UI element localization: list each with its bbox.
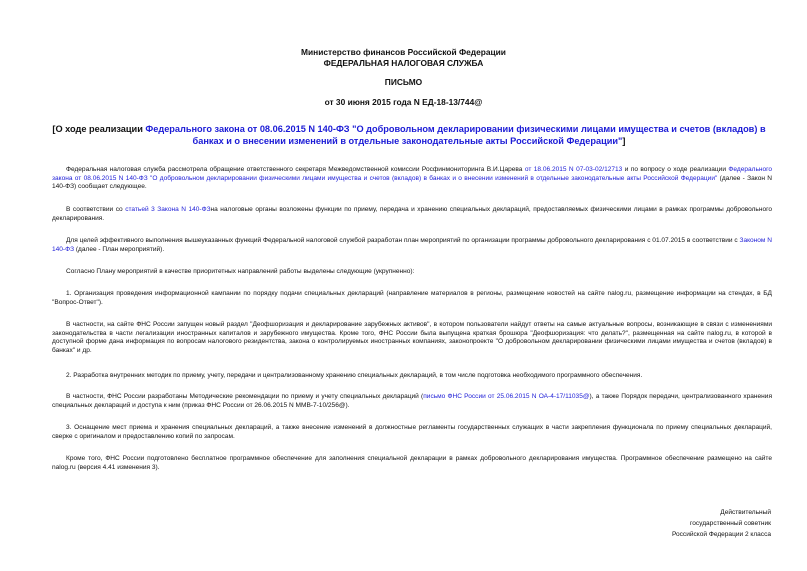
p3-link-law[interactable]: Законом N 140-ФЗ xyxy=(52,237,773,253)
p3-text-b: (далее - План мероприятий). xyxy=(74,245,165,253)
subject-suffix: ] xyxy=(622,136,626,146)
signature-block xyxy=(631,507,771,540)
p1-link-letter[interactable]: от 18.06.2015 N 07-03-02/12713 xyxy=(524,166,623,173)
paragraph-5 xyxy=(52,290,772,307)
paragraph-2 xyxy=(52,206,772,223)
paragraph-7 xyxy=(52,372,772,381)
p2-text-b: на налоговые органы возложены функции по приему, передача и хранению специальных деклараций, предоставляемых физическими лицами в рамках программы добровольного декларирования. xyxy=(52,206,772,222)
service-name: ФЕДЕРАЛЬНАЯ НАЛОГОВАЯ СЛУЖБА xyxy=(323,58,484,68)
p10-text: Кроме того, ФНС России подготовлено бесплатное программное обеспечение для заполнения специальной декларации в рамках добровольного декларирования имущества. Программное обеспечение размещено на сайте nalog.ru (версия 4.41 изменения 3). xyxy=(52,455,772,471)
document-type: ПИСЬМО xyxy=(384,77,423,87)
ministry-name: Министерство финансов Российской Федерации xyxy=(301,47,506,57)
p8-link-letter[interactable]: письмо ФНС России от 25.06.2015 N ОА-4-17/11035@ xyxy=(423,393,590,400)
p3-text-a: Для целей эффективного выполнения вышеуказанных функций Федеральной налоговой службой разработан план мероприятий по организации программы добровольного декларирования с 01.07.2015 в соответствии с xyxy=(66,237,740,244)
document-date-number: от 30 июня 2015 года N ЕД-18-13/744@ xyxy=(324,97,483,107)
p4-text: Согласно Плану мероприятий в качестве приоритетных направлений работы выделены следующие (укрупненно): xyxy=(66,268,415,275)
p2-link-article[interactable]: статьей 3 Закона N 140-ФЗ xyxy=(125,206,211,213)
subject-prefix: [О ходе реализации xyxy=(52,124,146,134)
p2-text-a: В соответствии со xyxy=(66,206,126,213)
paragraph-4 xyxy=(52,268,772,277)
paragraph-3 xyxy=(52,237,772,254)
paragraph-6 xyxy=(52,321,772,356)
p8-text-b: ), а также Порядок передачи, централизованного хранения специальных деклараций и доступа к ним (приказ ФНС России от 26.06.2015 N ММВ-7-10/256@). xyxy=(52,393,772,409)
signature-line-2: государственный советник xyxy=(690,520,771,527)
p1-text-a: Федеральная налоговая служба рассмотрела обращение ответственного секретаря Межведомственной комиссии Росфинмониторинга В.И.Царева xyxy=(66,166,525,173)
signature-line-1: Действительный xyxy=(720,509,771,516)
p1-text-c: (далее - Закон N 140-ФЗ) сообщает следующее. xyxy=(52,174,773,191)
p9-text: 3. Оснащение мест приема и хранения специальных деклараций, а также внесение изменений в должностные регламенты государственных служащих в части закрепления функционала по приему специальных деклараций, сверке с оригиналом и предоставлению копий по запросам. xyxy=(52,424,772,440)
paragraph-9 xyxy=(52,424,772,441)
p1-link-law[interactable]: Федерального закона от 08.06.2015 N 140-ФЗ "О добровольном декларировании физическими лицами имущества и счетов (вкладов) в банках и о внесении изменений в отдельные законодательные акты Российской Федерации" xyxy=(52,166,772,182)
p7-text: 2. Разработка внутренних методик по приему, учету, передачи и централизованному хранению специальных деклараций, в том числе подготовка необходимого программного обеспечения. xyxy=(66,372,643,379)
p5-text: 1. Организация проведения информационной кампании по порядку подачи специальных деклараций (направление материалов в регионы, размещение новостей на сайте nalog.ru, размещение информации на стендах, в БД "Вопрос-Ответ"). xyxy=(52,290,772,306)
paragraph-8 xyxy=(52,393,772,410)
paragraph-10 xyxy=(52,455,772,472)
signature-line-3: Российской Федерации 2 класса xyxy=(671,531,771,538)
p6-text: В частности, на сайте ФНС России запущен новый раздел "Деофшоризация и декларирование зарубежных активов", в котором пользователи найдут ответы на самые актуальные вопросы, возникающие в связи с изменениями законодательства в части легализации иностранных капиталов и зарубежного имущества. Кроме того, ФНС России была выпущена краткая брошюра "Деофшоризация: что делать?", размещенная на сайте nalog.ru, в которой в доступной форме дана информация по вопросам налогового резидентства, закона о контролируемых иностранных компаниях, законопроекте "О добровольном декларировании физическими лицами имущества и счетов (вкладов) в банках" и др. xyxy=(52,321,772,355)
document-subject xyxy=(40,123,778,147)
paragraph-1 xyxy=(52,166,772,192)
subject-law-link[interactable]: Федерального закона от 08.06.2015 N 140-ФЗ "О добровольном декларировании физическими лицами имущества и счетов (вкладов) в банках и о внесении изменений в отдельные законодательные акты Российской Федерации" xyxy=(145,124,766,146)
p1-text-b: и по вопросу о ходе реализации xyxy=(622,166,729,173)
p8-text-a: В частности, ФНС России разработаны Методические рекомендации по приему и учету специальных деклараций ( xyxy=(66,393,424,400)
